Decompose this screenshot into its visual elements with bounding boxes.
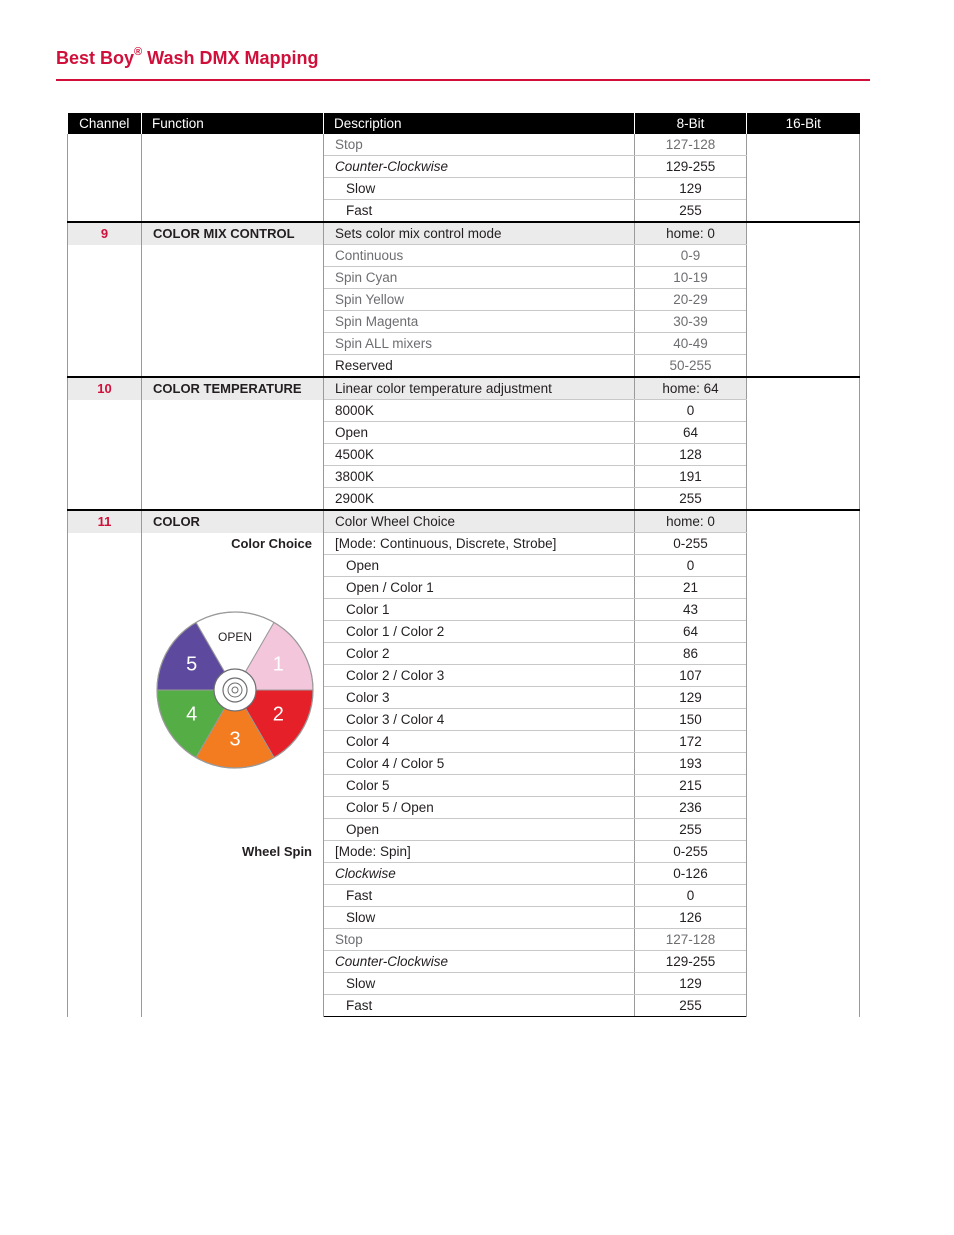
wheel-label-4: 4 — [186, 703, 198, 726]
description-cell: Clockwise — [324, 863, 635, 885]
channel-cell — [68, 400, 142, 511]
wheel-label-open: OPEN — [217, 630, 253, 645]
channel-number: 11 — [68, 510, 142, 533]
value-8bit-cell: 129-255 — [635, 951, 747, 973]
description-cell: Color 1 / Color 2 — [324, 621, 635, 643]
channel-number: 10 — [68, 377, 142, 400]
table-row — [68, 245, 860, 267]
value-8bit-cell: 0-255 — [635, 533, 747, 555]
function-name: COLOR TEMPERATURE — [142, 377, 324, 400]
value-8bit-cell: 50-255 — [635, 355, 747, 378]
value-8bit-cell: 150 — [635, 709, 747, 731]
description-cell: Spin Cyan — [324, 267, 635, 289]
value-8bit-cell: 30-39 — [635, 311, 747, 333]
description-cell: Color 3 — [324, 687, 635, 709]
value-8bit-cell: 255 — [635, 488, 747, 511]
table-row — [68, 533, 860, 555]
function-sublabel: Color Choice — [142, 533, 324, 555]
description-cell: Continuous — [324, 245, 635, 267]
value-8bit-cell: 255 — [635, 819, 747, 841]
description-cell: Color 2 / Color 3 — [324, 665, 635, 687]
page-title: Best Boy® Wash DMX Mapping — [56, 46, 319, 68]
description-cell: Spin Yellow — [324, 289, 635, 311]
value-8bit-cell: 129 — [635, 687, 747, 709]
channel-cell — [68, 533, 142, 1017]
channel-header-row — [68, 222, 860, 245]
channel-cell — [68, 245, 142, 378]
function-cell — [142, 400, 324, 511]
color-wheel-diagram — [155, 610, 315, 770]
value-16bit-cell — [747, 510, 860, 1017]
description-cell: 3800K — [324, 466, 635, 488]
value-8bit-cell: 128 — [635, 444, 747, 466]
value-8bit-cell: 20-29 — [635, 289, 747, 311]
description-cell: Stop — [324, 929, 635, 951]
description-cell: 2900K — [324, 488, 635, 511]
value-8bit-cell: 127-128 — [635, 134, 747, 156]
value-8bit-cell: 255 — [635, 995, 747, 1017]
col-header-16bit: 16-Bit — [747, 113, 860, 134]
wheel-label-1: 1 — [272, 653, 284, 676]
description-cell: Color 1 — [324, 599, 635, 621]
value-16bit-cell — [747, 377, 860, 510]
description-cell: [Mode: Spin] — [324, 841, 635, 863]
channel-cell — [68, 134, 142, 222]
wheel-hub-ring-3 — [232, 687, 238, 693]
value-8bit-cell: 129 — [635, 178, 747, 200]
description-cell: Open — [324, 422, 635, 444]
table-row — [68, 863, 860, 885]
description-cell: Counter-Clockwise — [324, 156, 635, 178]
description-cell: Color Wheel Choice — [324, 510, 635, 533]
channel-number: 9 — [68, 222, 142, 245]
value-8bit-cell: home: 0 — [635, 510, 747, 533]
description-cell: Slow — [324, 907, 635, 929]
description-cell: Color 4 — [324, 731, 635, 753]
value-8bit-cell: 0 — [635, 885, 747, 907]
description-cell: Stop — [324, 134, 635, 156]
description-cell: Fast — [324, 995, 635, 1017]
description-cell: Counter-Clockwise — [324, 951, 635, 973]
value-8bit-cell: 40-49 — [635, 333, 747, 355]
value-8bit-cell: home: 0 — [635, 222, 747, 245]
col-header-function: Function — [142, 113, 324, 134]
description-cell: Open — [324, 819, 635, 841]
channel-header-row — [68, 377, 860, 400]
value-8bit-cell: 129 — [635, 973, 747, 995]
wheel-label-5: 5 — [186, 653, 198, 676]
value-8bit-cell: 64 — [635, 422, 747, 444]
table-body — [68, 134, 860, 1017]
description-cell: Reserved — [324, 355, 635, 378]
col-header-channel: Channel — [68, 113, 142, 134]
value-8bit-cell: 215 — [635, 775, 747, 797]
dmx-mapping-table — [67, 113, 860, 1017]
table-header-row — [68, 113, 860, 134]
title-rule — [56, 79, 870, 81]
value-8bit-cell: 0-126 — [635, 863, 747, 885]
value-8bit-cell: 64 — [635, 621, 747, 643]
function-cell — [142, 863, 324, 1017]
value-8bit-cell: 193 — [635, 753, 747, 775]
value-8bit-cell: 129-255 — [635, 156, 747, 178]
value-8bit-cell: 21 — [635, 577, 747, 599]
function-name: COLOR MIX CONTROL — [142, 222, 324, 245]
function-cell — [142, 134, 324, 222]
value-8bit-cell: 0-9 — [635, 245, 747, 267]
wheel-label-3: 3 — [229, 728, 241, 751]
description-cell: [Mode: Continuous, Discrete, Strobe] — [324, 533, 635, 555]
description-cell: Color 5 — [324, 775, 635, 797]
value-8bit-cell: 255 — [635, 200, 747, 223]
channel-header-row — [68, 510, 860, 533]
table-row — [68, 134, 860, 156]
description-cell: Color 3 / Color 4 — [324, 709, 635, 731]
value-8bit-cell: 0 — [635, 555, 747, 577]
description-cell: Color 4 / Color 5 — [324, 753, 635, 775]
value-8bit-cell: home: 64 — [635, 377, 747, 400]
value-8bit-cell: 86 — [635, 643, 747, 665]
value-8bit-cell: 127-128 — [635, 929, 747, 951]
description-cell: Open — [324, 555, 635, 577]
description-cell: Fast — [324, 885, 635, 907]
description-cell: Slow — [324, 178, 635, 200]
description-cell: 4500K — [324, 444, 635, 466]
function-name: COLOR — [142, 510, 324, 533]
description-cell: Spin ALL mixers — [324, 333, 635, 355]
value-8bit-cell: 172 — [635, 731, 747, 753]
value-16bit-cell — [747, 134, 860, 222]
table-row — [68, 555, 860, 577]
value-8bit-cell: 191 — [635, 466, 747, 488]
col-header-8bit: 8-Bit — [635, 113, 747, 134]
value-16bit-cell — [747, 222, 860, 377]
description-cell: Fast — [324, 200, 635, 223]
function-sublabel: Wheel Spin — [142, 841, 324, 863]
value-8bit-cell: 43 — [635, 599, 747, 621]
description-cell: Linear color temperature adjustment — [324, 377, 635, 400]
description-cell: Color 5 / Open — [324, 797, 635, 819]
description-cell: Color 2 — [324, 643, 635, 665]
wheel-label-2: 2 — [272, 703, 284, 726]
function-cell — [142, 245, 324, 378]
value-8bit-cell: 0-255 — [635, 841, 747, 863]
description-cell: Open / Color 1 — [324, 577, 635, 599]
table-row — [68, 841, 860, 863]
value-8bit-cell: 0 — [635, 400, 747, 422]
value-8bit-cell: 10-19 — [635, 267, 747, 289]
value-8bit-cell: 236 — [635, 797, 747, 819]
value-8bit-cell: 126 — [635, 907, 747, 929]
description-cell: Spin Magenta — [324, 311, 635, 333]
description-cell: 8000K — [324, 400, 635, 422]
description-cell: Slow — [324, 973, 635, 995]
col-header-description: Description — [324, 113, 635, 134]
description-cell: Sets color mix control mode — [324, 222, 635, 245]
table-row — [68, 400, 860, 422]
value-8bit-cell: 107 — [635, 665, 747, 687]
registered-mark: ® — [134, 46, 143, 58]
